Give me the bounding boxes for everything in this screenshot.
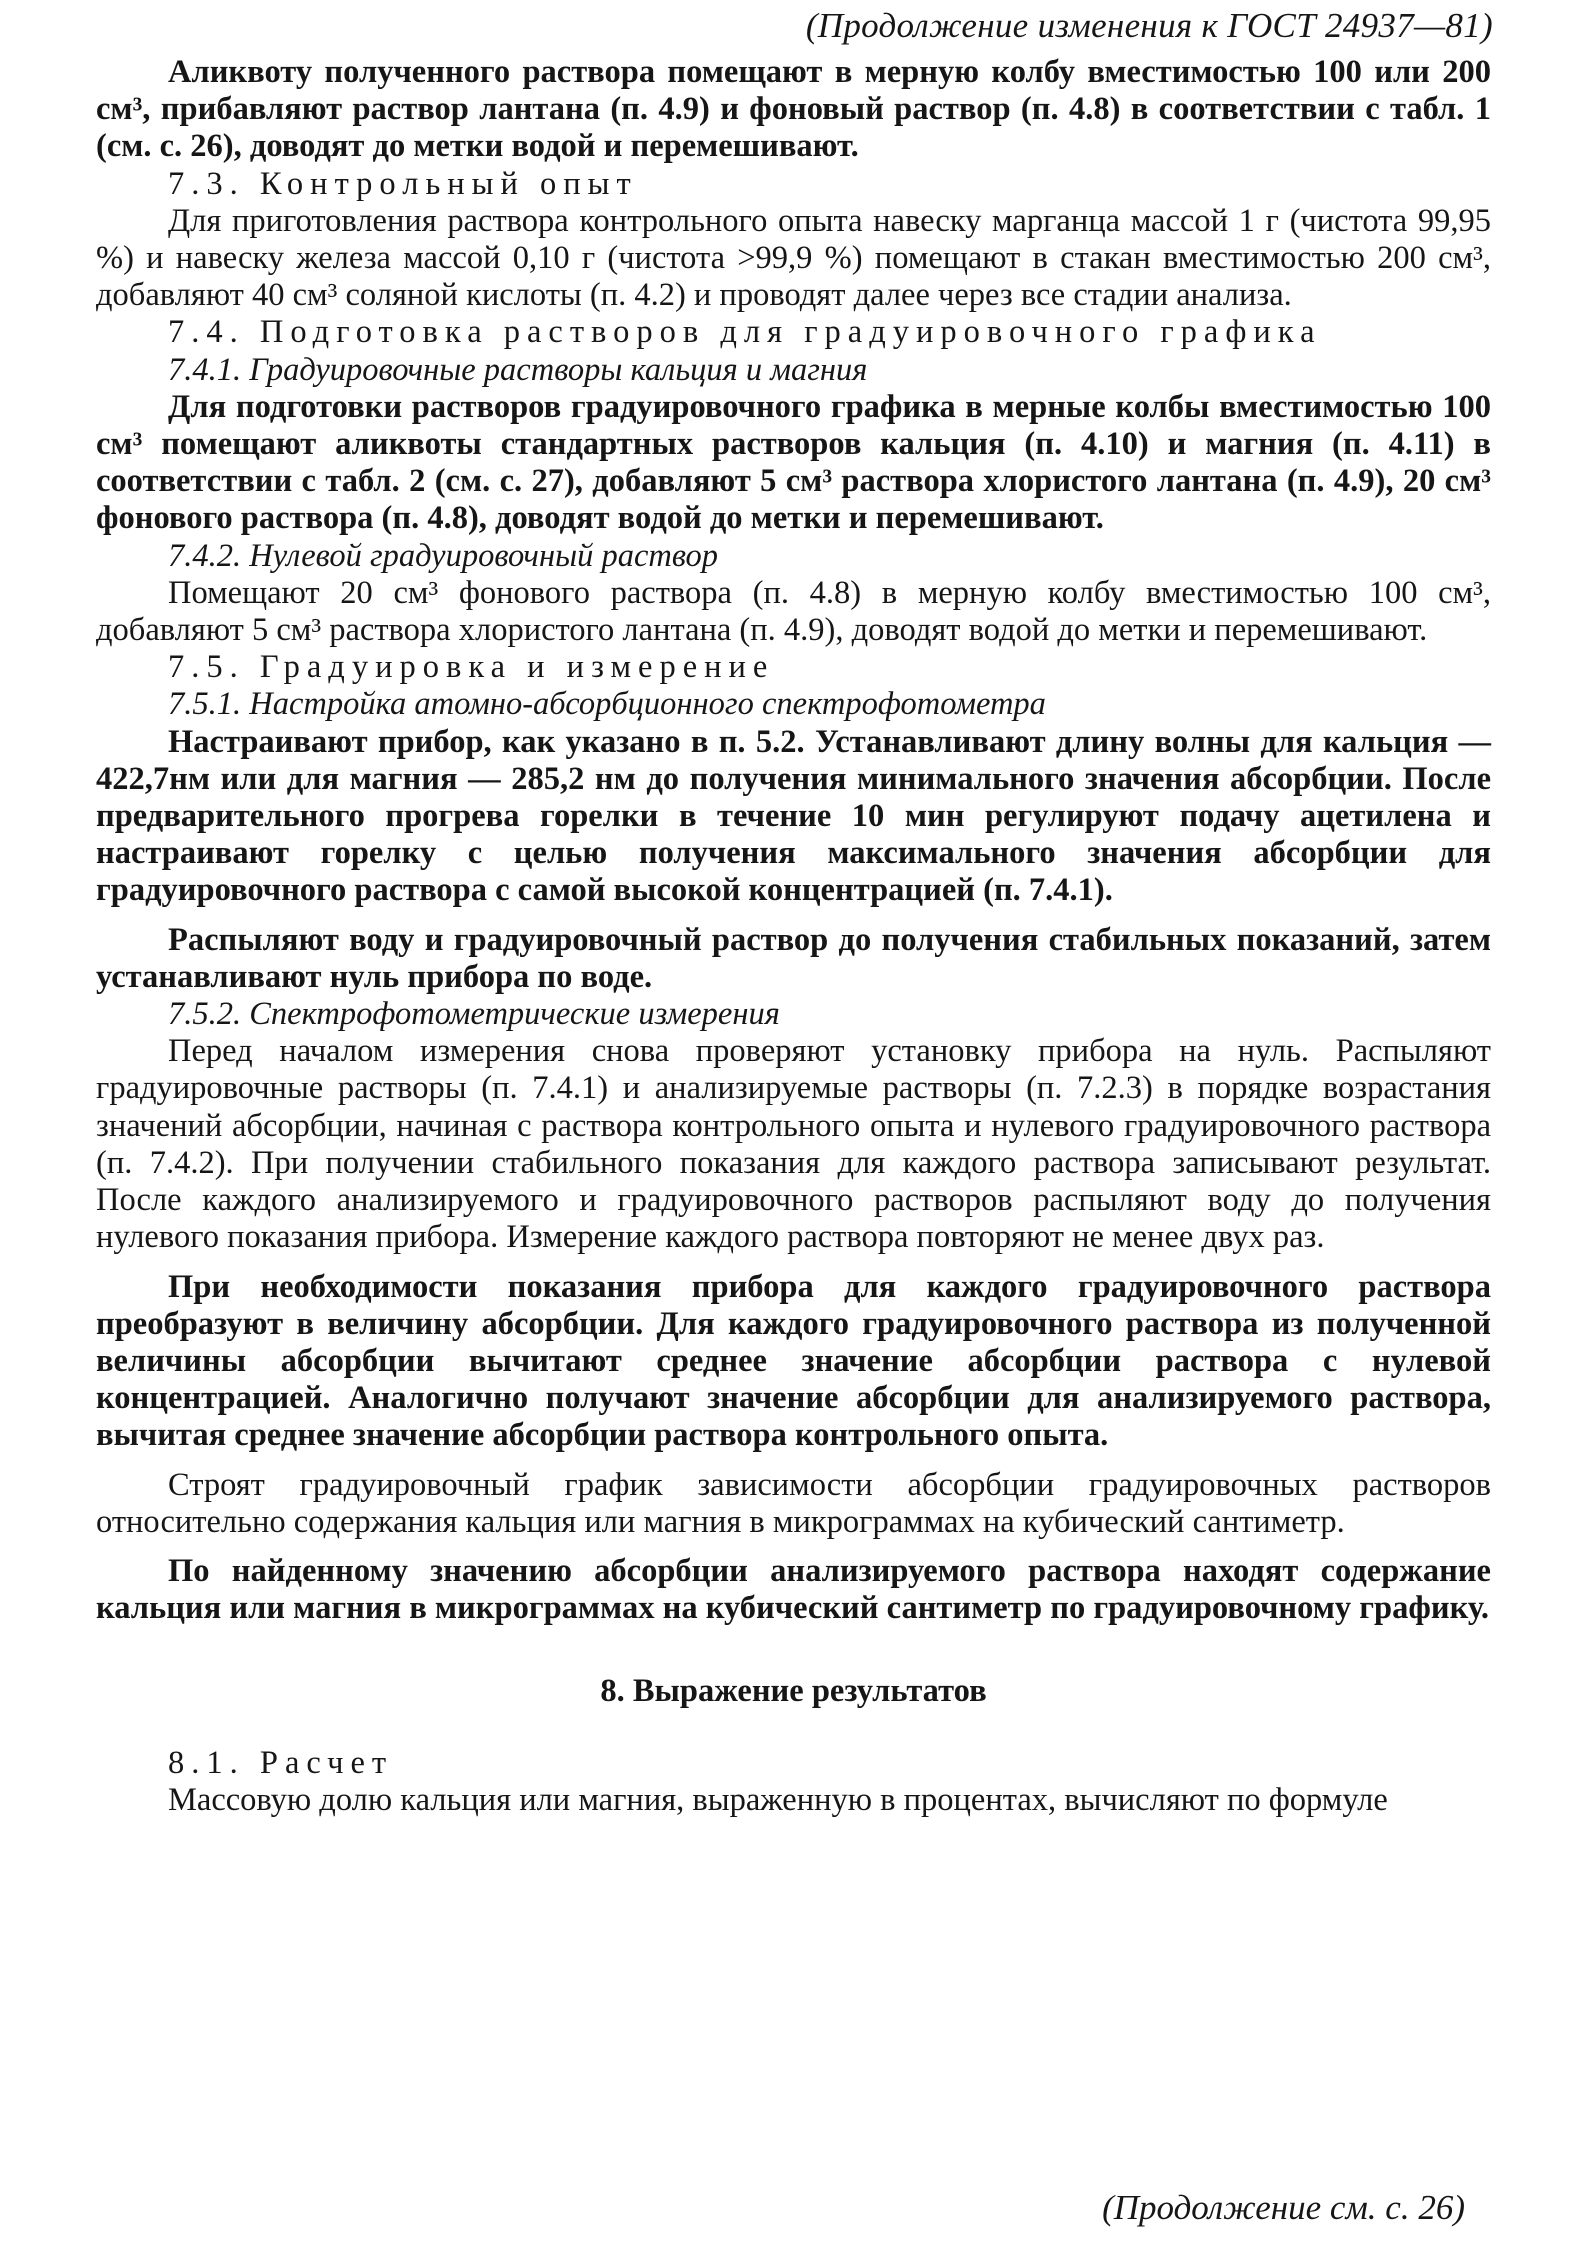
heading-7-3: 7.3. Контрольный опыт [168,165,638,202]
running-header: (Продолжение изменения к ГОСТ 24937—81) [805,6,1493,45]
paragraph-8-1: Массовую долю кальция или магния, выраженную в процентах, вычисляют по формуле [168,1781,1388,1818]
document-body [96,54,1491,1819]
heading-7-4: 7.4. Подготовка растворов для градуировочного графика [168,314,1322,351]
paragraph-7-4-1: Для подготовки растворов градуировочного графика в мерные колбы вместимостью 100 см³ помещают аликвоты стандартных растворов кальция (п. 4.10) и магния (п. 4.11) в соответствии с табл. 2 (см. с. 27), добавляют 5 см³ раствора хлористого лантана (п. 4.9), 20 см³ фонового раствора (п. 4.8), доводят водой до метки и перемешивают. [96,388,1491,537]
paragraph-7-5-1-a: Настраивают прибор, как указано в п. 5.2. Устанавливают длину волны для кальция —422,7нм или для магния — 285,2 нм до получения минимального значения абсорбции. После предварительного прогрева горелки в течение 10 мин регулируют подачу ацетилена и настраивают горелку с целью получения максимального значения абсорбции для градуировочного раствора с самой высокой концентрацией (п. 7.4.1). [96,723,1491,909]
paragraph-7-5-2-a: Перед началом измерения снова проверяют установку прибора на нуль. Распыляют градуировочные растворы (п. 7.4.1) и анализируемые растворы (п. 7.2.3) в порядке возрастания значений абсорбции, начиная с раствора контрольного опыта и нулевого градуировочного раствора (п. 7.4.2). При получении стабильного показания для каждого раствора записывают результат. После каждого анализируемого и градуировочного растворов распыляют воду до получения нулевого показания прибора. Измерение каждого раствора повторяют не менее двух раз. [96,1033,1491,1256]
section-8-title: 8. Выражение результатов [600,1673,987,1710]
paragraph-7-3: Для приготовления раствора контрольного опыта навеску марганца массой 1 г (чистота 99,95 %) и навеску железа массой 0,10 г (чистота >99,9 %) помещают в стакан вместимостью 200 см³, добавляют 40 см³ соляной кислоты (п. 4.2) и проводят далее через все стадии анализа. [96,202,1491,314]
heading-7-4-2: 7.4.2. Нулевой градуировочный раствор [168,537,719,574]
paragraph-7-5-2-d: По найденному значению абсорбции анализируемого раствора находят содержание кальция или магния в микрограммах на кубический сантиметр по градуировочному графику. [96,1552,1491,1627]
heading-7-5-2: 7.5.2. Спектрофотометрические измерения [168,996,780,1033]
paragraph-7-5-1-b: Распыляют воду и градуировочный раствор до получения стабильных показаний, затем устанавливают нуль прибора по воде. [96,921,1491,995]
heading-7-5: 7.5. Градуировка и измерение [168,649,775,686]
paragraph-7-4-2: Помещают 20 см³ фонового раствора (п. 4.8) в мерную колбу вместимостью 100 см³, добавляют 5 см³ раствора хлористого лантана (п. 4.9), доводят водой до метки и перемешивают. [96,574,1491,649]
continuation-footer: (Продолжение см. с. 26) [1102,2188,1465,2227]
paragraph-7-5-2-b: При необходимости показания прибора для каждого градуировочного раствора преобразуют в величину абсорбции. Для каждого градуировочного раствора из полученной величины абсорбции вычитают среднее значение абсорбции раствора с нулевой концентрацией. Аналогично получают значение абсорбции для анализируемого раствора, вычитая среднее значение абсорбции раствора контрольного опыта. [96,1268,1491,1454]
heading-7-4-1: 7.4.1. Градуировочные растворы кальция и магния [168,351,868,388]
paragraph-7-5-2-c: Строят градуировочный график зависимости абсорбции градуировочных растворов относительно содержания кальция или магния в микрограммах на кубический сантиметр. [96,1466,1491,1540]
heading-7-5-1: 7.5.1. Настройка атомно-абсорбционного спектрофотометра [168,686,1046,723]
paragraph-aliquot: Аликвоту полученного раствора помещают в мерную колбу вместимостью 100 или 200 см³, прибавляют раствор лантана (п. 4.9) и фоновый раствор (п. 4.8) в соответствии с табл. 1 (см. с. 26), доводят до метки водой и перемешивают. [96,54,1491,165]
heading-8-1: 8.1. Расчет [168,1744,394,1781]
